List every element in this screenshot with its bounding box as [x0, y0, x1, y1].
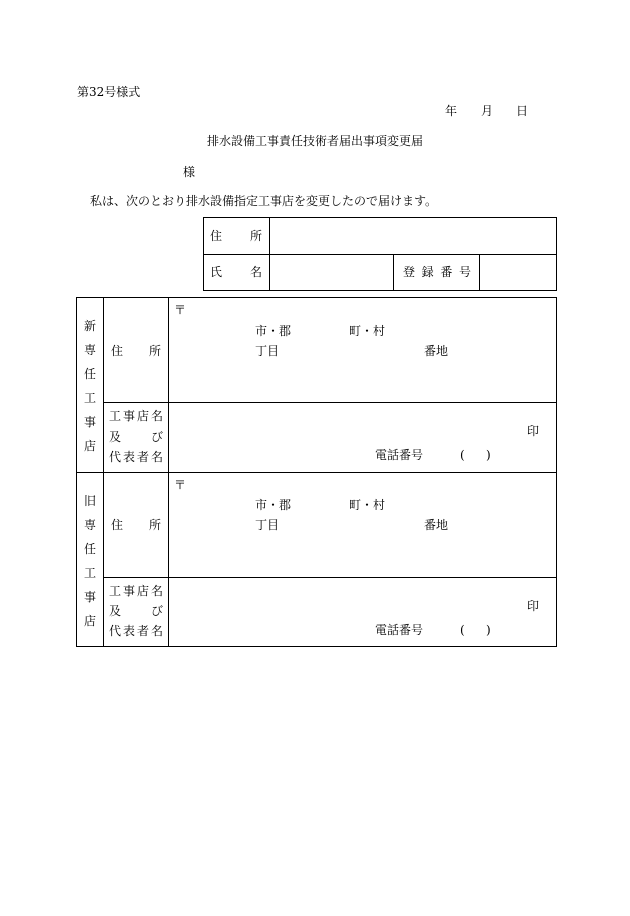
- new-shop-name-field[interactable]: [172, 405, 522, 445]
- new-shop-label-line2: 及 び: [109, 430, 163, 444]
- old-banchi-label: 番地: [424, 518, 449, 532]
- date-year: 年: [445, 104, 458, 118]
- old-shop-label-line3: 代 表 者 名: [109, 624, 163, 638]
- old-chome-label: 丁目: [255, 518, 280, 532]
- old-phone-label: 電話番号: [375, 623, 424, 637]
- new-address-label: 住 所: [111, 344, 161, 358]
- addressee-suffix: 様: [183, 165, 196, 179]
- applicant-address-label: 住 所: [210, 229, 262, 243]
- old-postal-mark: 〒: [174, 478, 187, 492]
- new-side-label: 新 専 任 工 事 店: [83, 319, 96, 453]
- applicant-registration-value[interactable]: [482, 257, 554, 289]
- new-shop-label-line3: 代 表 者 名: [109, 450, 163, 464]
- applicant-name-label: 氏 名: [210, 265, 262, 279]
- new-phone-paren-open: (: [460, 448, 465, 462]
- old-shop-label-line2: 及 び: [109, 604, 163, 618]
- old-address-field[interactable]: [172, 475, 554, 575]
- old-side-label: 旧 専 任 工 事 店: [83, 494, 96, 628]
- new-chome-label: 丁目: [255, 344, 280, 358]
- old-seal-mark: 印: [527, 599, 540, 613]
- new-phone-paren-close: ): [486, 448, 491, 462]
- old-phone-paren-open: (: [460, 623, 465, 637]
- date-day: 日: [516, 104, 529, 118]
- form-number: 第32号様式: [77, 85, 141, 99]
- old-shop-name-field[interactable]: [172, 580, 522, 620]
- old-shop-label-line1: 工 事 店 名: [109, 584, 163, 598]
- new-phone-label: 電話番号: [375, 448, 424, 462]
- old-town-label: 町・村: [349, 498, 386, 512]
- new-postal-mark: 〒: [174, 303, 187, 317]
- new-shop-label-line1: 工 事 店 名: [109, 409, 163, 423]
- old-address-label: 住 所: [111, 518, 161, 532]
- new-seal-mark: 印: [527, 424, 540, 438]
- form-title: 排水設備工事責任技術者届出事項変更届: [206, 134, 423, 148]
- applicant-name-value[interactable]: [272, 257, 390, 289]
- new-city-label: 市・郡: [255, 324, 292, 338]
- statement: 私は、次のとおり排水設備指定工事店を変更したので届けます。: [90, 194, 438, 208]
- old-city-label: 市・郡: [255, 498, 292, 512]
- applicant-address-value[interactable]: [272, 220, 554, 252]
- new-banchi-label: 番地: [424, 344, 449, 358]
- new-town-label: 町・村: [349, 324, 386, 338]
- date-month: 月: [481, 104, 494, 118]
- new-address-field[interactable]: [172, 300, 554, 400]
- applicant-registration-label: 登 録 番 号: [403, 265, 471, 279]
- old-phone-paren-close: ): [486, 623, 491, 637]
